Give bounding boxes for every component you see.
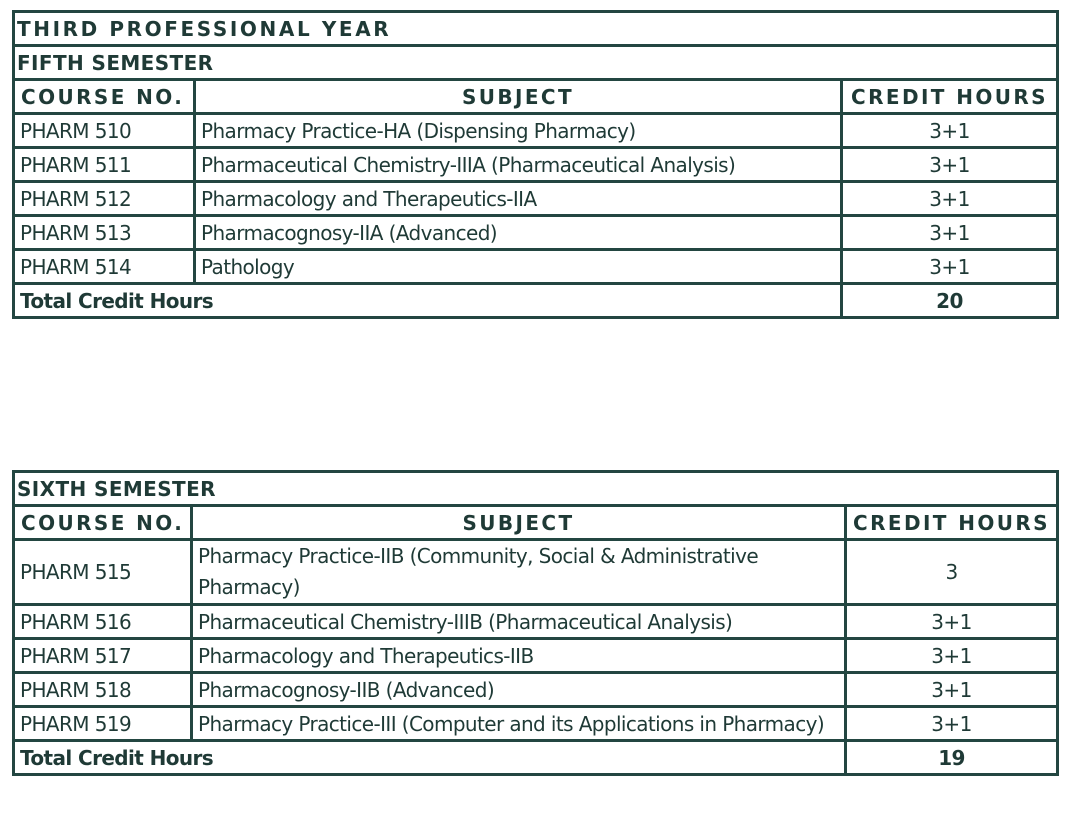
credit-hours: 3+1 [842, 114, 1058, 148]
course-number: PHARM 513 [14, 216, 195, 250]
course-number: PHARM 512 [14, 182, 195, 216]
course-number: PHARM 519 [14, 707, 192, 741]
table-row [14, 148, 1058, 182]
header-row [14, 80, 1058, 114]
year-title-row [14, 12, 1058, 46]
sixth-semester-table [12, 470, 1059, 776]
table-row [14, 673, 1058, 707]
table-row [14, 216, 1058, 250]
semester-title-row [14, 46, 1058, 80]
semester-title-row [14, 472, 1058, 506]
credit-hours: 3 [846, 540, 1058, 605]
course-number: PHARM 516 [14, 605, 192, 639]
table-row [14, 540, 1058, 605]
credit-hours: 3+1 [846, 639, 1058, 673]
table-row [14, 605, 1058, 639]
course-number: PHARM 510 [14, 114, 195, 148]
subject-name: Pharmacy Practice-IIB (Community, Social & Administrative Pharmacy) [192, 540, 846, 605]
table-row [14, 639, 1058, 673]
header-course-no: COURSE NO. [14, 80, 195, 114]
course-number: PHARM 517 [14, 639, 192, 673]
table-row [14, 250, 1058, 284]
total-credit-hours-value: 20 [842, 284, 1058, 318]
header-subject: SUBJECT [195, 80, 842, 114]
subject-name: Pharmacognosy-IIB (Advanced) [192, 673, 846, 707]
total-credit-hours-label: Total Credit Hours [14, 741, 846, 775]
semester-title: FIFTH SEMESTER [14, 46, 1058, 80]
semester-title: SIXTH SEMESTER [14, 472, 1058, 506]
table-row [14, 707, 1058, 741]
fifth-semester-table [12, 10, 1059, 319]
total-row [14, 741, 1058, 775]
subject-name: Pharmacy Practice-III (Computer and its Applications in Pharmacy) [192, 707, 846, 741]
header-credit-hours: CREDIT HOURS [842, 80, 1058, 114]
credit-hours: 3+1 [842, 216, 1058, 250]
header-row [14, 506, 1058, 540]
subject-name: Pathology [195, 250, 842, 284]
table-row [14, 182, 1058, 216]
credit-hours: 3+1 [846, 673, 1058, 707]
course-number: PHARM 518 [14, 673, 192, 707]
subject-name: Pharmacology and Therapeutics-IIA [195, 182, 842, 216]
header-course-no: COURSE NO. [14, 506, 192, 540]
subject-name: Pharmacognosy-IIA (Advanced) [195, 216, 842, 250]
course-number: PHARM 514 [14, 250, 195, 284]
total-credit-hours-label: Total Credit Hours [14, 284, 842, 318]
credit-hours: 3+1 [842, 148, 1058, 182]
subject-name: Pharmaceutical Chemistry-IIIA (Pharmaceutical Analysis) [195, 148, 842, 182]
course-number: PHARM 511 [14, 148, 195, 182]
course-number: PHARM 515 [14, 540, 192, 605]
subject-name: Pharmaceutical Chemistry-IIIB (Pharmaceutical Analysis) [192, 605, 846, 639]
header-credit-hours: CREDIT HOURS [846, 506, 1058, 540]
credit-hours: 3+1 [842, 250, 1058, 284]
subject-name: Pharmacy Practice-HA (Dispensing Pharmacy) [195, 114, 842, 148]
total-row [14, 284, 1058, 318]
total-credit-hours-value: 19 [846, 741, 1058, 775]
table-row [14, 114, 1058, 148]
year-title: THIRD PROFESSIONAL YEAR [14, 12, 1058, 46]
subject-name: Pharmacology and Therapeutics-IIB [192, 639, 846, 673]
credit-hours: 3+1 [846, 605, 1058, 639]
header-subject: SUBJECT [192, 506, 846, 540]
credit-hours: 3+1 [842, 182, 1058, 216]
credit-hours: 3+1 [846, 707, 1058, 741]
